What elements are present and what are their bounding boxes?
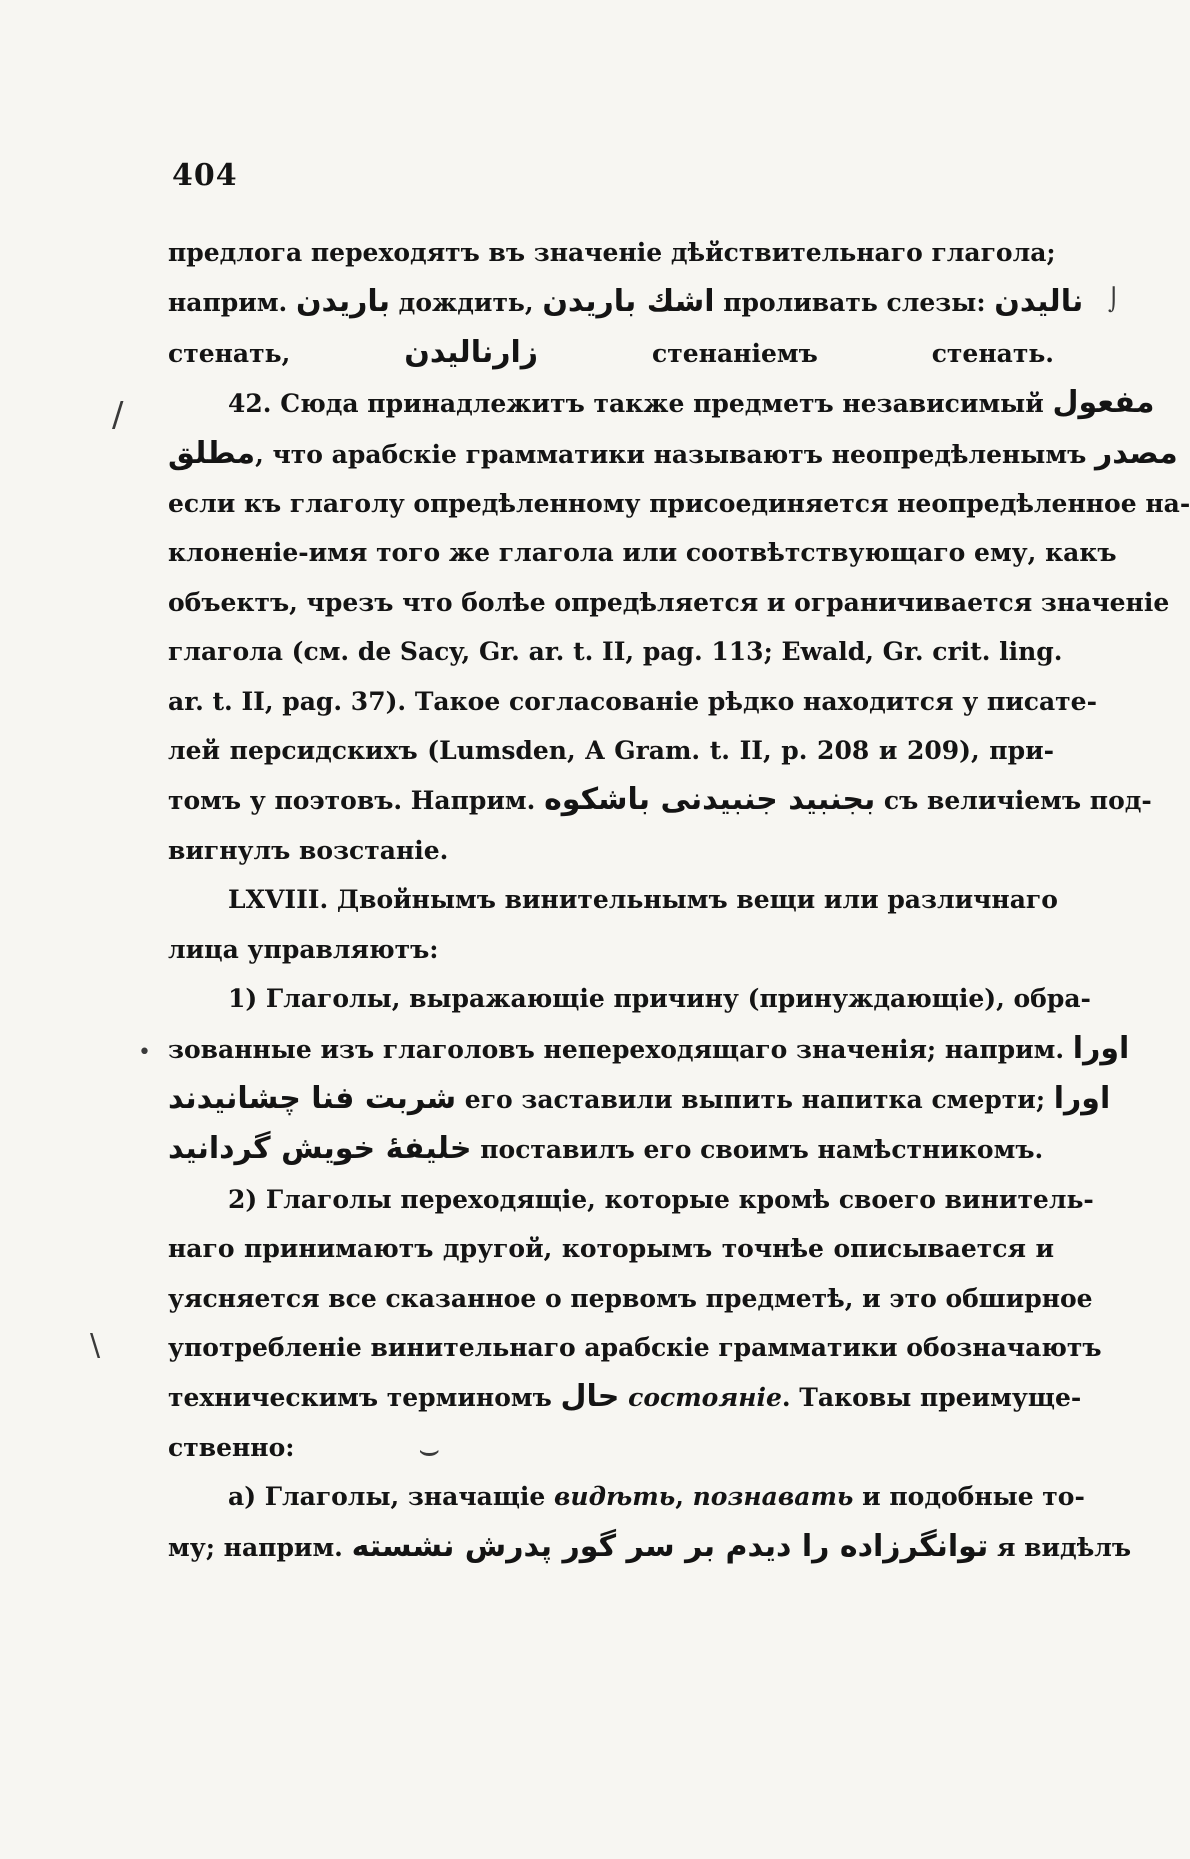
text-segment: глагола (см. de Sacy, Gr. ar. t. II, pag. 113; Ewald, Gr. crit. ling. [168, 637, 1063, 667]
text-segment: . Таковы преимуще- [781, 1383, 1082, 1413]
text-line [168, 1522, 1132, 1572]
text-line [168, 479, 1190, 528]
persian-phrase: اشك باریدن [542, 284, 715, 320]
text-segment: зованные изъ глаголовъ непереходящаго значенія; наприм. [168, 1034, 1073, 1064]
body-text [168, 228, 1190, 1572]
text-segment: съ величіемъ под- [875, 786, 1152, 816]
text-segment: LXVIII. Двойнымъ винительнымъ вещи или различнаго [228, 885, 1058, 915]
text-segment: наприм. [168, 288, 296, 318]
text-segment: 2) Глаголы переходящіе, которые кромѣ своего винитель- [228, 1184, 1094, 1214]
persian-phrase: اورا [1072, 1030, 1130, 1066]
text-line [168, 627, 1063, 676]
persian-phrase: خلیفهٔ خویش گردانید [168, 1131, 472, 1167]
text-line [168, 1175, 1094, 1224]
persian-phrase: باریدن [295, 284, 390, 320]
persian-phrase: شربت فنا چشانیدند [168, 1080, 457, 1116]
italic-term: состояніе [628, 1383, 782, 1413]
text-segment: проливать слезы: [714, 288, 995, 318]
text-segment: и подобные то- [853, 1482, 1085, 1512]
text-segment: 42. Сюда принадлежитъ также предметъ независимый [228, 389, 1053, 419]
persian-phrase: حال [560, 1379, 620, 1415]
text-segment: , что арабскіе грамматики называютъ неопредѣленымъ [255, 439, 1095, 469]
margin-mark: • [138, 1040, 151, 1065]
text-segment: ственно: [168, 1432, 295, 1462]
text-segment: техническимъ терминомъ [168, 1383, 561, 1413]
italic-term: познавать [692, 1482, 854, 1512]
text-line [168, 228, 1054, 277]
text-line [168, 726, 1054, 775]
text-line [168, 1224, 1054, 1273]
text-segment: томъ у поэтовъ. Наприм. [168, 786, 545, 816]
persian-phrase: مطلق [168, 435, 256, 471]
persian-phrase: مفعول [1052, 385, 1155, 421]
persian-phrase: بجنبید جنبیدنی باشکوه [544, 782, 876, 818]
text-segment: если къ глаголу опредѣленному присоединяется неопредѣленное на- [168, 489, 1190, 519]
text-segment: объектъ, чрезъ что болѣе опредѣляется и ограничивается значеніе [168, 587, 1170, 617]
text-segment: я видѣлъ [988, 1532, 1132, 1562]
text-segment: его заставили выпить напитка смерти; [456, 1084, 1054, 1114]
text-segment: вигнулъ возстаніе. [168, 835, 449, 865]
text-segment [619, 1383, 628, 1412]
text-line [168, 528, 1117, 577]
text-segment: уясняется все сказанное о первомъ предметѣ, и это обширное [168, 1283, 1093, 1313]
text-segment: употребленіе винительнаго арабскіе грамматики обозначаютъ [168, 1332, 1102, 1362]
text-line [168, 1372, 1082, 1422]
text-line [168, 1074, 1111, 1124]
page-number: 404 [172, 158, 238, 193]
margin-mark: / [112, 395, 124, 435]
text-segment: наго принимаютъ другой, которымъ точнѣе описывается и [168, 1234, 1054, 1264]
text-segment: a) Глаголы, значащіе [228, 1482, 555, 1512]
margin-mark: ⌡ [1108, 288, 1120, 313]
text-line [168, 1024, 1130, 1074]
text-line [168, 974, 1091, 1023]
text-line [168, 1423, 1054, 1472]
text-line [168, 277, 1084, 327]
text-segment: стенать, [168, 338, 405, 368]
text-segment: му; наприм. [168, 1532, 352, 1562]
text-line [168, 1124, 1054, 1174]
text-line [168, 378, 1155, 428]
text-segment: дождить, [389, 288, 543, 318]
text-line [168, 875, 1058, 924]
text-segment: лица управляютъ: [168, 934, 439, 964]
text-line [168, 1323, 1102, 1372]
persian-phrase: اورا [1053, 1080, 1111, 1116]
text-segment: поставилъ его своимъ намѣстникомъ. [471, 1135, 1044, 1165]
text-segment: , [675, 1482, 693, 1512]
italic-term: видѣть [554, 1482, 676, 1512]
text-segment: стенаніемъ стенать. [538, 338, 1054, 368]
text-segment: 1) Глаголы, выражающіе причину (принуждающіе), обра- [228, 984, 1091, 1014]
text-segment: лей персидскихъ (Lumsden, A Gram. t. II, p. 208 и 209), при- [168, 736, 1054, 766]
margin-mark: \ [90, 1328, 101, 1363]
text-line [168, 328, 1054, 378]
text-segment: клоненіе-имя того же глагола или соотвѣтствующаго ему, какъ [168, 538, 1117, 568]
text-line [168, 826, 1054, 875]
pen-squiggle: ⌣ [418, 1430, 441, 1470]
text-segment: предлога переходятъ въ значеніе дѣйствительнаго глагола; [168, 238, 1056, 267]
text-line [168, 1472, 1085, 1521]
persian-phrase: نالیدن [994, 284, 1084, 320]
text-line [168, 775, 1152, 825]
text-line [168, 578, 1170, 627]
persian-phrase: زارنالیدن [404, 334, 539, 370]
text-line [168, 677, 1097, 726]
text-segment: ar. t. II, pag. 37). Такое согласованіе рѣдко находится у писате- [168, 686, 1097, 716]
text-line [168, 429, 1178, 479]
persian-phrase: توانگرزاده را دیدم بر سر گور پدرش نشسته [351, 1528, 989, 1564]
persian-phrase: مصدر [1094, 435, 1178, 471]
text-line [168, 925, 1054, 974]
text-line [168, 1274, 1093, 1323]
